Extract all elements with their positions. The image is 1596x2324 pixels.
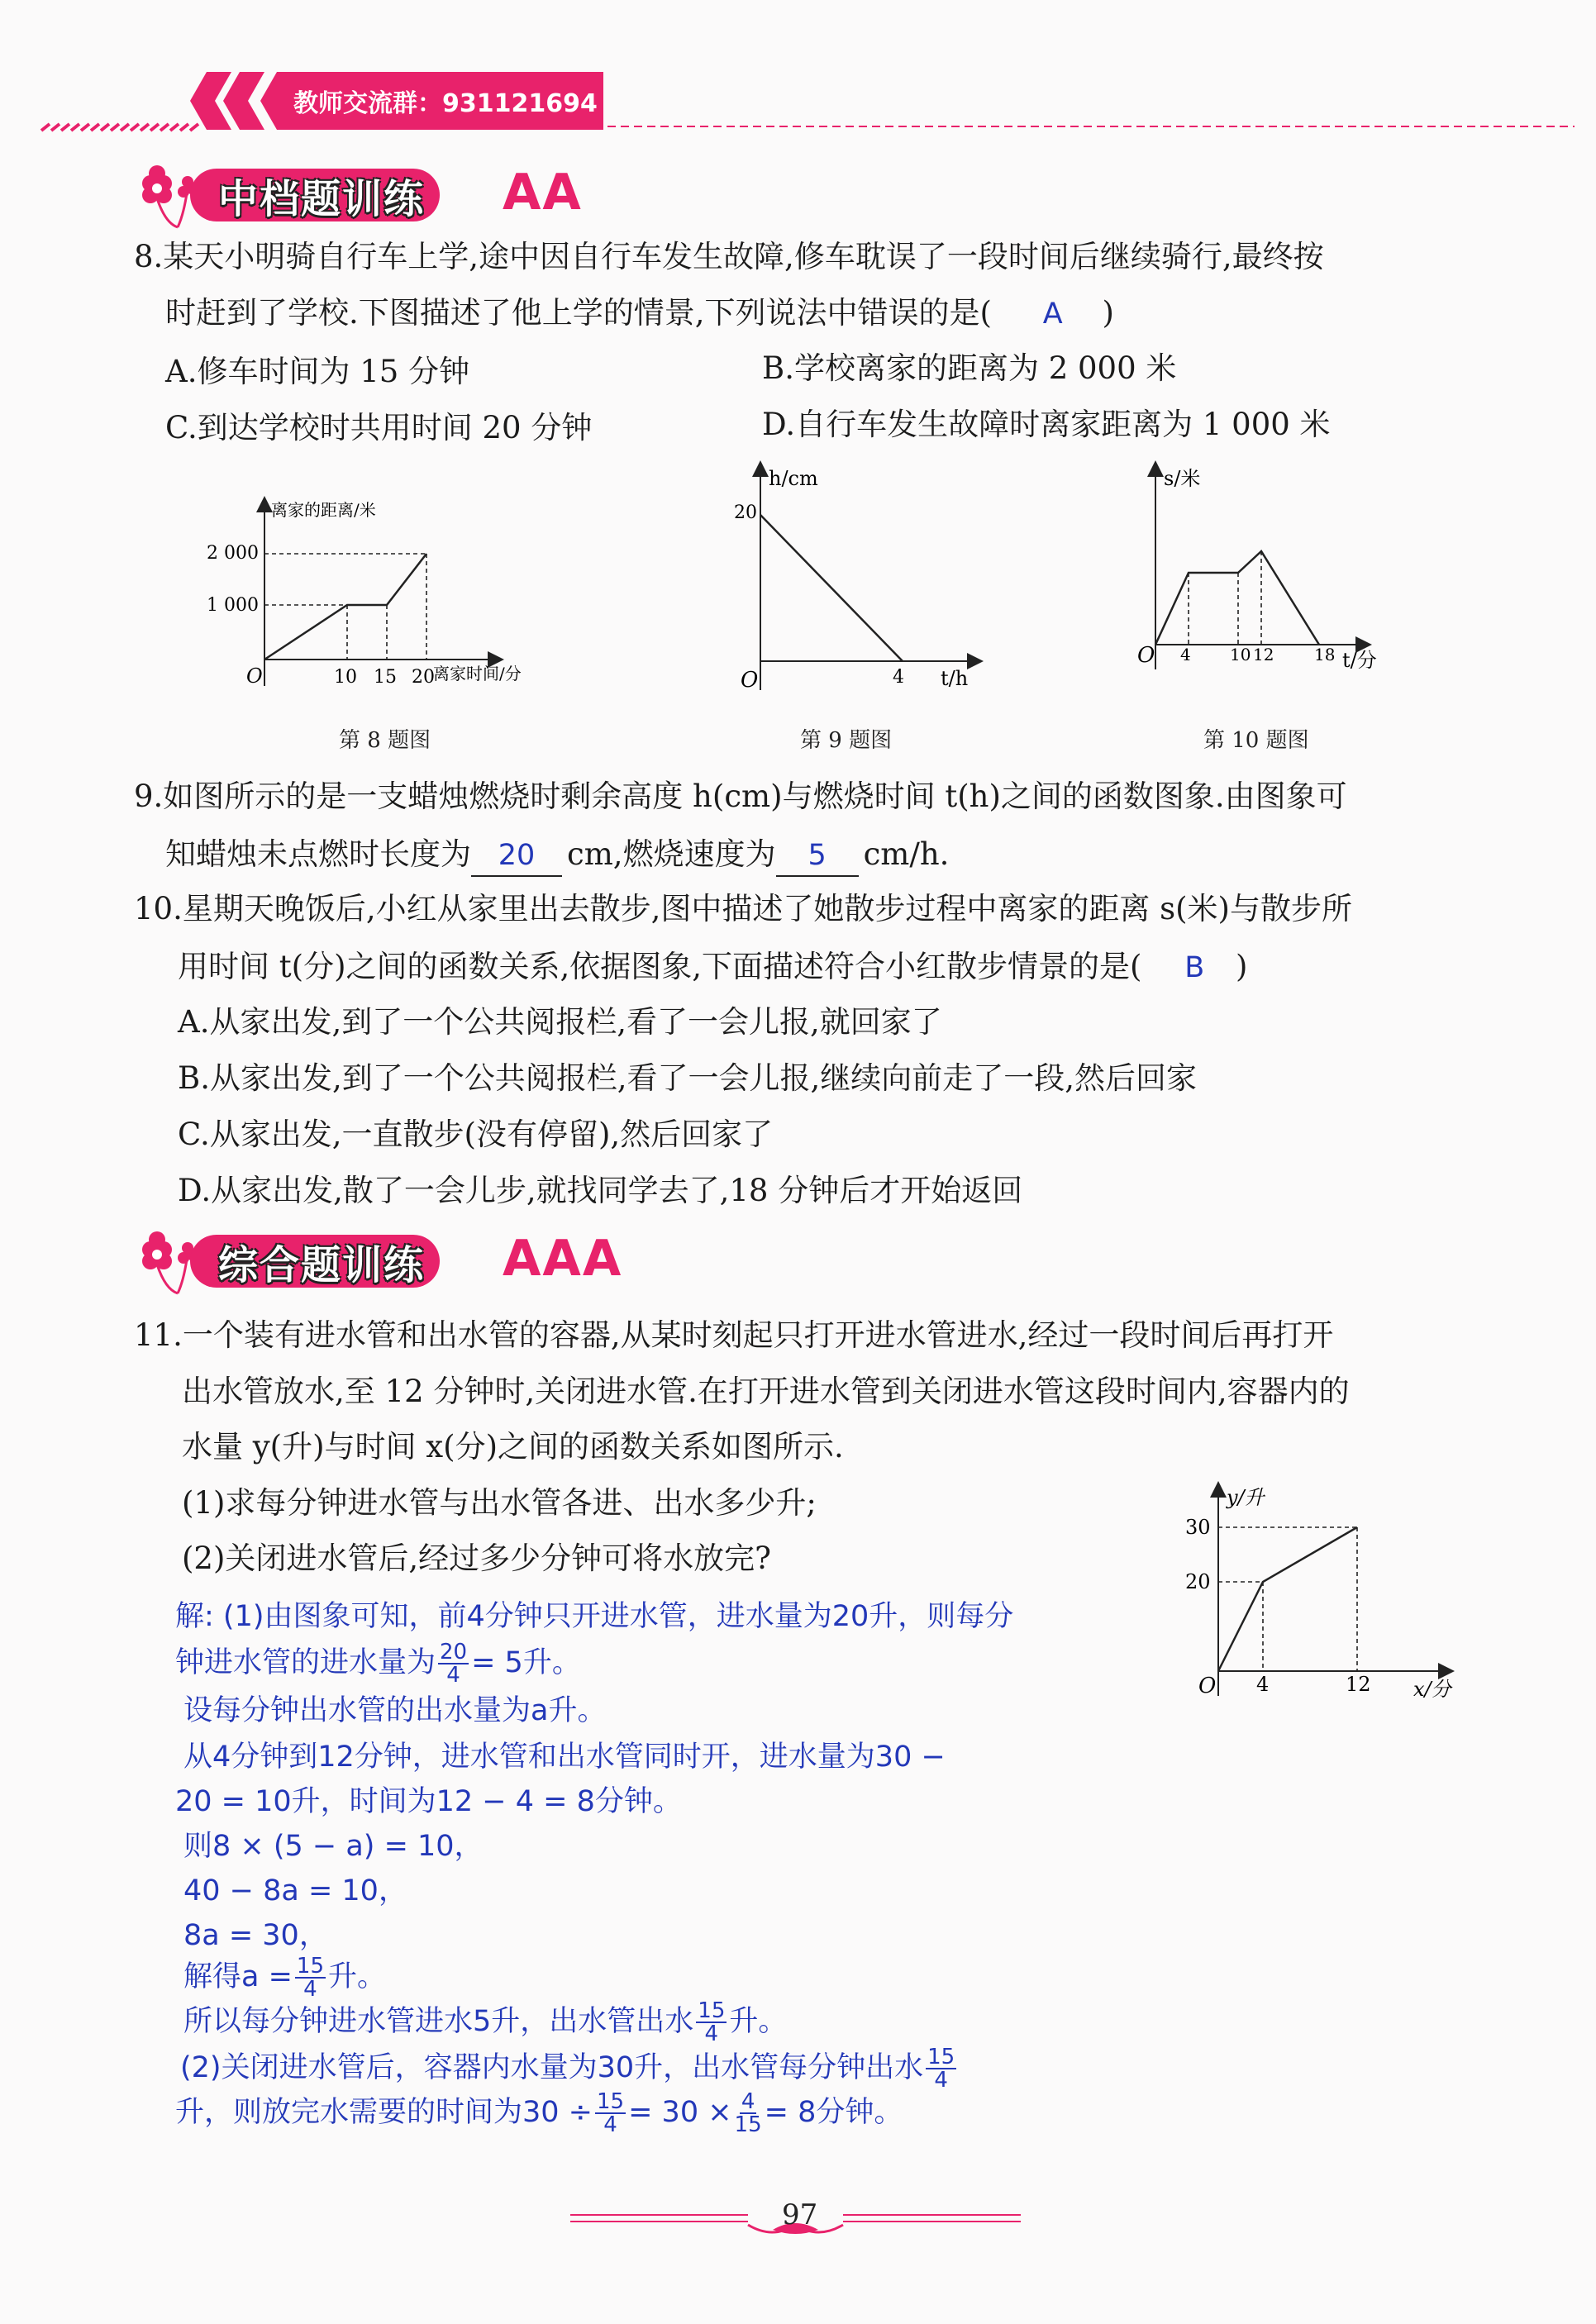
q9-line2 [165, 835, 949, 877]
fraction [438, 1641, 469, 1686]
solution-line-4: 从4分钟到12分钟，进水管和出水管同时开，进水量为30 − [183, 1741, 946, 1774]
q9-line2-b: cm,燃烧速度为 [567, 836, 776, 872]
fig8-ytick-2000: 2 000 [207, 543, 259, 564]
fig8-xtick-10: 10 [334, 667, 357, 688]
fig11-xtick-4: 4 [1256, 1673, 1270, 1696]
solution-line-12c: = 8分钟。 [764, 2096, 903, 2129]
fig8-caption: 第 8 题图 [339, 728, 431, 753]
fraction-den: 4 [934, 2068, 948, 2093]
section-mid-title: 中档题训练 [218, 175, 426, 222]
solution-line-8: 8a = 30， [183, 1919, 328, 1952]
fig8-graph-line [264, 554, 426, 660]
fig8-xtick-15: 15 [374, 667, 397, 688]
q8-option-c: C.到达学校时共用时间 20 分钟 [165, 410, 593, 445]
section-comp-level: AAA [503, 1230, 623, 1288]
fraction-den: 15 [734, 2112, 762, 2137]
q10-option-a: A.从家出发,到了一个公共阅报栏,看了一会儿报,就回家了 [178, 1004, 942, 1040]
fig10-xtick-10: 10 [1230, 645, 1251, 664]
figure-10 [1124, 459, 1397, 690]
fraction-den: 4 [603, 2112, 617, 2137]
q8-answer: A [1042, 298, 1063, 331]
figure-11 [1174, 1479, 1471, 1711]
header-dashed-rule [607, 124, 1575, 129]
q10-option-b: B.从家出发,到了一个公共阅报栏,看了一会儿报,继续向前走了一段,然后回家 [178, 1060, 1197, 1096]
fig11-xlabel: x/分 [1413, 1678, 1451, 1701]
q10-line2-text: 用时间 t(分)之间的函数关系,依据图象,下面描述符合小红散步情景的是( [178, 949, 1142, 984]
section-mid-pill [190, 169, 440, 221]
section-comp-pill [190, 1235, 440, 1288]
solution-line-5: 20 = 10升，时间为12 − 4 = 8分钟。 [175, 1785, 682, 1818]
fraction-den: 4 [303, 1977, 317, 2002]
fig9-xtick-4: 4 [893, 667, 904, 688]
fraction [595, 2091, 626, 2136]
fraction-den: 4 [446, 1663, 460, 1688]
q11-line3: 水量 y(升)与时间 x(分)之间的函数关系如图所示. [182, 1429, 844, 1464]
fig9-caption: 第 9 题图 [800, 728, 893, 753]
q11-part2: (2)关闭进水管后,经过多少分钟可将水放完? [182, 1541, 772, 1576]
q10-line1: 10.星期天晚饭后,小红从家里出去散步,图中描述了她散步过程中离家的距离 s(米)与散步所 [134, 891, 1352, 926]
section-comp-header [132, 1231, 645, 1296]
fraction-num: 4 [741, 2089, 755, 2114]
solution-line-10 [183, 2000, 787, 2045]
q11-part1: (1)求每分钟进水管与出水管各进、出水多少升; [182, 1485, 817, 1521]
q10-option-d: D.从家出发,散了一会儿步,就找同学去了,18 分钟后才开始返回 [178, 1173, 1023, 1208]
fig10-graph-line [1155, 551, 1319, 645]
fig8-xtick-20: 20 [412, 667, 435, 688]
fraction-den: 4 [704, 2022, 719, 2046]
header-group-label: 教师交流群：931121694 [293, 89, 598, 118]
fig8-xlabel: 离家时间/分 [433, 664, 522, 683]
q9-line2-a: 知蜡烛未点燃时长度为 [165, 836, 471, 872]
q8-close: ) [1102, 295, 1114, 331]
fig9-graph-line [760, 515, 903, 661]
q11-line1: 11.一个装有进水管和出水管的容器,从某时刻起只打开进水管进水,经过一段时间后再打开 [134, 1317, 1334, 1353]
fig11-origin: O [1198, 1674, 1217, 1698]
fig10-caption: 第 10 题图 [1203, 728, 1309, 753]
q9-answer-length: 20 [498, 839, 536, 872]
section-mid-header [132, 165, 628, 230]
section-mid-level: AA [503, 164, 583, 221]
solution-line-12 [175, 2091, 903, 2136]
fig9-origin: O [741, 668, 759, 693]
fig10-xtick-12: 12 [1253, 645, 1274, 664]
fraction-num: 20 [440, 1640, 468, 1664]
solution-line-3: 设每分钟出水管的出水量为a升。 [183, 1694, 607, 1727]
fraction [735, 2091, 762, 2136]
q8-line1: 8.某天小明骑自行车上学,途中因自行车发生故障,修车耽误了一段时间后继续骑行,最终按 [134, 239, 1324, 274]
solution-line-2 [175, 1641, 581, 1686]
solution-line-12b: = 30 × [628, 2096, 732, 2129]
fraction [295, 1955, 326, 2000]
fig11-ytick-20: 20 [1185, 1570, 1211, 1593]
fig8-origin: O [246, 664, 263, 688]
fig11-ytick-30: 30 [1185, 1516, 1211, 1539]
fig11-xtick-12: 12 [1346, 1673, 1371, 1696]
q8-option-b: B.学校离家的距离为 2 000 米 [762, 350, 1177, 386]
q8-option-d: D.自行车发生故障时离家距离为 1 000 米 [762, 407, 1331, 442]
figure-9 [727, 459, 992, 698]
solution-line-11 [180, 2046, 959, 2091]
fig9-ylabel: h/cm [769, 467, 818, 490]
fraction-num: 15 [296, 1954, 324, 1979]
solution-line-1: 解: (1)由图象可知，前4分钟只开进水管，进水量为20升，则每分 [175, 1600, 1014, 1633]
fig10-ylabel: s/米 [1164, 467, 1201, 490]
q10-answer: B [1184, 951, 1205, 984]
q11-line2: 出水管放水,至 12 分钟时,关闭进水管.在打开进水管到关闭进水管这段时间内,容器内的 [182, 1374, 1350, 1409]
q8-option-a: A.修车时间为 15 分钟 [165, 354, 470, 389]
page-number: 97 [782, 2198, 818, 2231]
fraction-num: 15 [927, 2045, 955, 2069]
fig10-xlabel: t/分 [1342, 649, 1377, 672]
q8-line2 [165, 293, 1114, 334]
solution-line-9a: 解得a = [183, 1960, 293, 1993]
solution-line-10a: 所以每分钟进水管进水5升，出水管出水 [183, 2005, 694, 2038]
fig10-origin: O [1137, 643, 1155, 668]
solution-line-9 [183, 1955, 386, 2000]
fig9-ytick-20: 20 [734, 502, 757, 523]
fig10-xtick-4: 4 [1180, 645, 1191, 664]
fig8-ylabel: 离家的距离/米 [271, 500, 376, 520]
q10-close: ) [1236, 949, 1248, 984]
fig11-graph-line [1218, 1527, 1357, 1671]
q8-line2-text: 时赶到了学校.下图描述了他上学的情景,下列说法中错误的是( [165, 295, 992, 331]
q9-line1: 9.如图所示的是一支蜡烛燃烧时剩余高度 h(cm)与燃烧时间 t(h)之间的函数图象.由图象可 [134, 779, 1347, 814]
fraction-num: 15 [698, 1998, 726, 2023]
q9-line2-c: cm/h. [863, 836, 950, 872]
fig9-xlabel: t/h [941, 667, 969, 690]
solution-line-12a: 升，则放完水需要的时间为30 ÷ [175, 2096, 593, 2129]
section-comp-title: 综合题训练 [218, 1241, 426, 1288]
solution-line-7: 40 − 8a = 10， [183, 1874, 407, 1907]
header-band [41, 68, 603, 134]
fig10-xtick-18: 18 [1314, 645, 1336, 664]
fraction-num: 15 [597, 2089, 625, 2114]
fraction [926, 2046, 956, 2091]
fig8-ytick-1000: 1 000 [207, 595, 259, 616]
fig11-ylabel: y/升 [1227, 1486, 1265, 1509]
fraction [696, 2000, 727, 2045]
solution-line-2a: 钟进水管的进水量为 [175, 1646, 436, 1679]
q10-option-c: C.从家出发,一直散步(没有停留),然后回家了 [178, 1117, 774, 1152]
solution-line-10b: 升。 [729, 2005, 788, 2038]
q9-answer-speed: 5 [808, 839, 827, 872]
q10-line2 [178, 947, 1247, 988]
figure-8 [207, 488, 562, 711]
solution-line-2b: = 5升。 [471, 1646, 581, 1679]
solution-line-9b: 升。 [328, 1960, 387, 1993]
solution-line-11a: (2)关闭进水管后，容器内水量为30升，出水管每分钟出水 [180, 2051, 924, 2084]
solution-line-6: 则8 × (5 − a) = 10， [183, 1830, 484, 1863]
